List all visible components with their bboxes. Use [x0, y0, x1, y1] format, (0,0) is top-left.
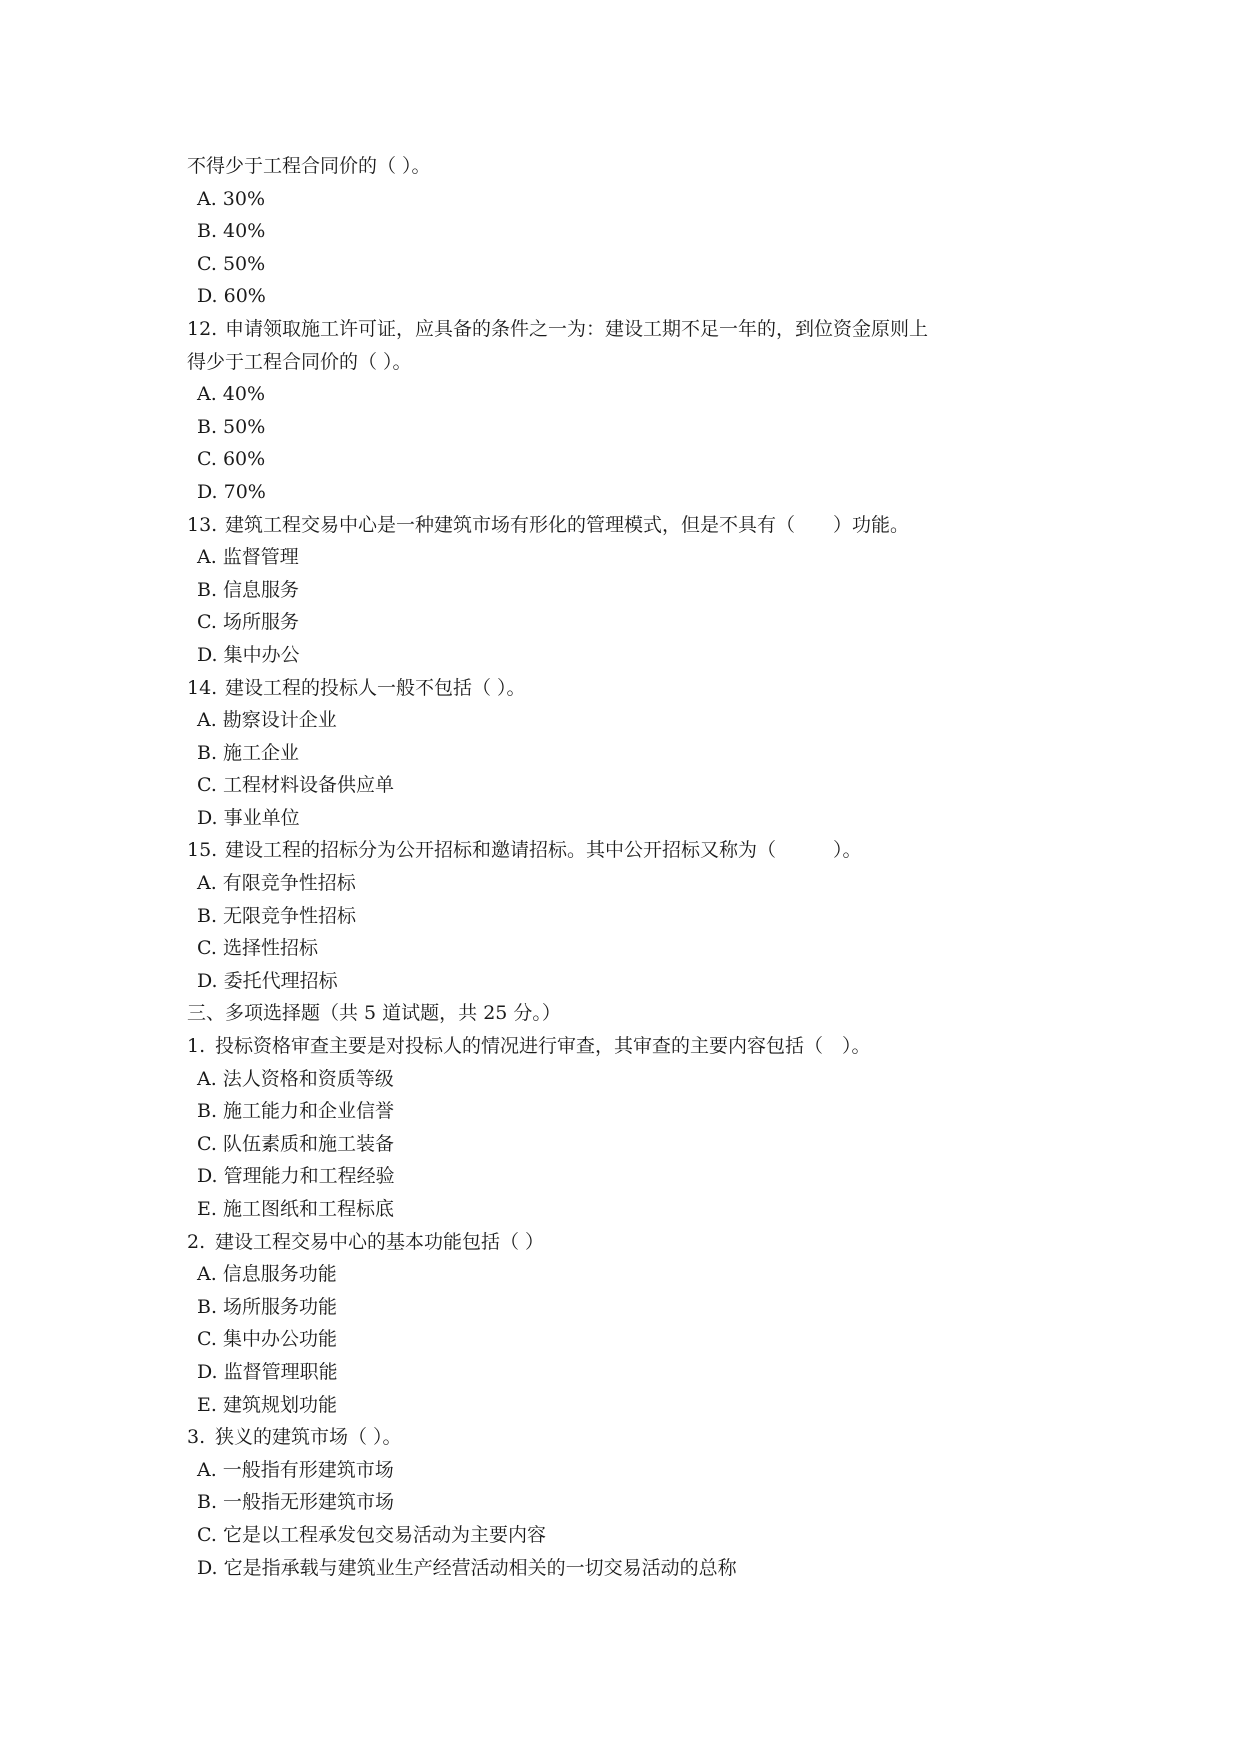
answer-option: D. 委托代理招标 [197, 969, 338, 992]
answer-option: D. 70% [197, 480, 266, 503]
answer-option: C. 选择性招标 [197, 937, 318, 960]
question-text: 建设工程的招标分为公开招标和邀请招标。其中公开招标又称为（ ）。 [225, 839, 862, 862]
answer-option: D. 它是指承载与建筑业生产经营活动相关的一切交易活动的总称 [197, 1556, 737, 1579]
answer-option: B. 40% [197, 220, 266, 243]
question-number: 3. [187, 1426, 206, 1449]
answer-option: C. 60% [197, 448, 266, 471]
answer-option: D. 集中办公 [197, 643, 300, 666]
question-line [187, 834, 1067, 867]
question-line [187, 1226, 1067, 1259]
answer-option: A. 一般指有形建筑市场 [197, 1458, 394, 1481]
question-text: 狭义的建筑市场（ ）。 [215, 1426, 402, 1449]
question-line [187, 672, 1067, 705]
answer-option: A. 勘察设计企业 [197, 709, 337, 732]
answer-option: A. 有限竞争性招标 [197, 872, 356, 895]
question-text: 建设工程交易中心的基本功能包括（ ） [215, 1230, 545, 1253]
question-text: 建设工程的投标人一般不包括（ ）。 [225, 676, 526, 699]
answer-option: D. 事业单位 [197, 806, 300, 829]
answer-option: E. 建筑规划功能 [197, 1393, 337, 1416]
answer-option: B. 施工企业 [197, 741, 300, 764]
question-number: 12. [187, 317, 218, 340]
question-line [187, 1421, 1067, 1454]
answer-option: B. 场所服务功能 [197, 1295, 338, 1318]
question-line [187, 313, 1067, 346]
answer-option: C. 队伍素质和施工装备 [197, 1132, 394, 1155]
question-number: 15. [187, 839, 218, 862]
answer-option: B. 施工能力和企业信誉 [197, 1100, 395, 1123]
answer-option: B. 无限竞争性招标 [197, 904, 357, 927]
answer-option: C. 50% [197, 252, 266, 275]
question-line [187, 509, 1067, 542]
answer-option: B. 50% [197, 415, 266, 438]
question-text: 投标资格审查主要是对投标人的情况进行审查，其审查的主要内容包括（ ）。 [215, 1035, 871, 1058]
question-number: 1. [187, 1035, 206, 1058]
answer-option: A. 信息服务功能 [197, 1263, 337, 1286]
answer-option: C. 场所服务 [197, 611, 299, 634]
answer-option: A. 30% [197, 187, 266, 210]
question-text: 建筑工程交易中心是一种建筑市场有形化的管理模式，但是不具有（ ）功能。 [225, 513, 910, 536]
text-line: 不得少于工程合同价的（ ）。 [187, 155, 431, 177]
question-text: 申请领取施工许可证，应具备的条件之一为：建设工期不足一年的，到位资金原则上 [225, 317, 929, 340]
answer-option: A. 监督管理 [197, 546, 299, 569]
answer-option: A. 法人资格和资质等级 [197, 1067, 394, 1090]
answer-option: C. 集中办公功能 [197, 1328, 337, 1351]
answer-option: E. 施工图纸和工程标底 [197, 1198, 394, 1220]
question-number: 2. [187, 1230, 206, 1253]
text-line: 得少于工程合同价的（ ）。 [187, 350, 412, 373]
answer-option: A. 40% [197, 383, 266, 406]
exam-text [187, 150, 1067, 1584]
question-number: 13. [187, 513, 218, 536]
answer-option: D. 监督管理职能 [197, 1360, 338, 1383]
answer-option: B. 信息服务 [197, 578, 300, 601]
answer-option: D. 60% [197, 285, 266, 308]
answer-option: D. 管理能力和工程经验 [197, 1165, 395, 1188]
question-line [187, 1030, 1067, 1063]
answer-option: C. 它是以工程承发包交易活动为主要内容 [197, 1523, 546, 1546]
text-line: 三、多项选择题（共 5 道试题，共 25 分。） [187, 1002, 561, 1025]
question-number: 14. [187, 676, 218, 699]
answer-option: B. 一般指无形建筑市场 [197, 1491, 395, 1514]
answer-option: C. 工程材料设备供应单 [197, 774, 394, 797]
